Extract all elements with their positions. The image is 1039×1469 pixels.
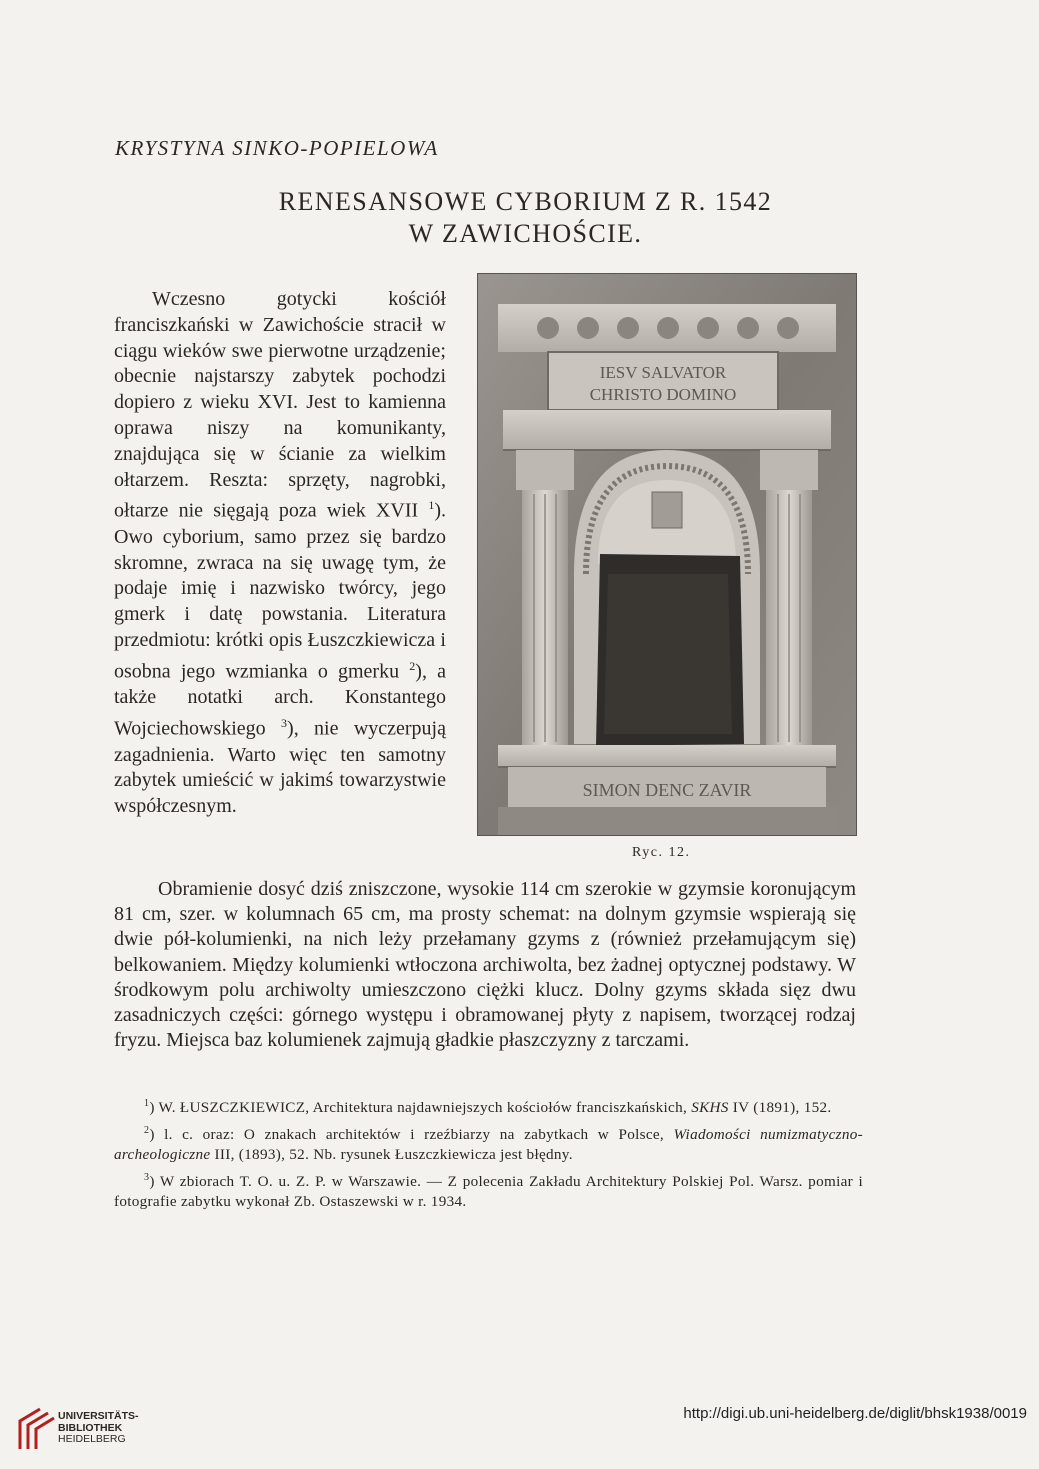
intro-text-1: Wczesno gotycki kościół franciszkański w Zawichoście stracił w ciągu wieków swe pierwotne urządzenie; obecnie najstarszy zabytek pochodzi dopiero z wieku XVI. Jest to kamienna oprawa niszy na komunikanty, znajdująca się w ścianie za wielkim ołtarzem. Reszta: sprzęty, nagrobki, ołtarze nie sięgają poza wiek XVII xyxy=(114,288,446,523)
article-title xyxy=(0,186,1039,250)
intro-text-3: ), a także notatki arch. Konstantego Wojciechowskiego xyxy=(114,660,446,740)
body-paragraph xyxy=(114,877,856,1053)
footnote-mark-3: 3 xyxy=(144,1171,150,1183)
title-line-1: RENESANSOWE CYBORIUM Z R. 1542 xyxy=(278,187,773,216)
library-name-line-3: HEIDELBERG xyxy=(58,1433,126,1445)
footnote-1-italic: SKHS xyxy=(691,1099,729,1117)
title-line-2: W ZAWICHOŚCIE. xyxy=(408,219,643,248)
footnote-1-rest: IV (1891), 152. xyxy=(728,1099,832,1117)
library-name-line-1: UNIVERSITÄTS- xyxy=(58,1410,139,1422)
source-url-link[interactable]: http://digi.ub.uni-heidelberg.de/diglit/bhsk1938/0019 xyxy=(683,1405,1027,1422)
footnote-1 xyxy=(114,1094,863,1119)
footnote-3-text: ) W zbiorach T. O. u. Z. P. w Warszawie. — Z polecenia Zakładu Architektury Polskiej Pol. Warsz. pomiar i fotografie zabytku wykonał Zb. Ostaszewski w r. 1934. xyxy=(114,1172,863,1211)
footnote-mark-2: 2 xyxy=(144,1124,150,1136)
library-name-line-2: BIBLIOTHEK xyxy=(58,1421,123,1434)
footnotes xyxy=(114,1094,863,1215)
ciborium-photograph xyxy=(477,273,857,836)
ciborium-illustration xyxy=(478,274,856,835)
library-name xyxy=(58,1411,139,1446)
inscription-top-1: IESV SALVATOR xyxy=(599,363,727,382)
author-name: KRYSTYNA SINKO-POPIELOWA xyxy=(115,136,439,160)
inscription-bottom: SIMON DENC ZAVIR xyxy=(582,780,752,800)
body-text: Obramienie dosyć dziś zniszczone, wysokie 114 cm szerokie w gzymsie koronującym 81 cm, szer. w kolumnach 65 cm, ma prosty schemat: na dolnym gzymsie wspierają się dwie pół-kolumienki, na nich leży przełamany gzyms z (również przełamującym się) belkowaniem. Między kolumienki wtłoczona archiwolta, bez żadnej optycznej podstawy. W środkowym polu archiwolty umieszczono ciężki klucz. Dolny gzyms składa sięz dwu zasadniczych części: górnego występu i obramowanej płyty z napisem, tworzącej rodzaj fryzu. Miejsca baz kolumienek zajmują gładkie płaszczyzny z tarczami. xyxy=(114,878,856,1052)
inscription-top-2: CHRISTO DOMINO xyxy=(589,385,737,404)
footnote-2-rest: III, (1893), 52. Nb. rysunek Łuszczkiewicza jest błędny. xyxy=(210,1146,573,1164)
intro-paragraph xyxy=(114,287,446,820)
intro-text-4: ), nie wyczerpują zagadnienia. Warto więc ten samotny zabytek umieścić w jakimś towarzystwie współczesnym. xyxy=(114,717,446,818)
footnote-1-text: ) W. ŁUSZCZKIEWICZ, Architektura najdawniejszych kościołów franciszkańskich, xyxy=(149,1099,692,1117)
footnote-ref-2[interactable]: 2 xyxy=(409,658,416,673)
footnote-mark-1: 1 xyxy=(144,1098,150,1109)
footnote-2-italic: Wiadomości numizmatyczno-archeologiczne xyxy=(114,1125,863,1164)
intro-text-2: ). Owo cyborium, samo przez się bardzo skromne, zwraca na się uwagę tym, że podaje imię i nazwisko twórcy, jego gmerk i datę powstania. Literatura przedmiotu: krótki opis Łuszczkiewicza i osobna jego wzmianka o gmerku xyxy=(114,500,446,683)
footnote-2 xyxy=(114,1121,863,1166)
footnote-ref-1[interactable]: 1 xyxy=(428,498,435,513)
footnote-ref-3[interactable]: 3 xyxy=(281,716,288,731)
footnote-3 xyxy=(114,1168,863,1213)
footnote-2-text: ) l. c. oraz: O znakach architektów i rzeźbiarzy na zabytkach w Polsce, xyxy=(149,1125,674,1143)
figure-caption: Ryc. 12. xyxy=(632,845,691,860)
